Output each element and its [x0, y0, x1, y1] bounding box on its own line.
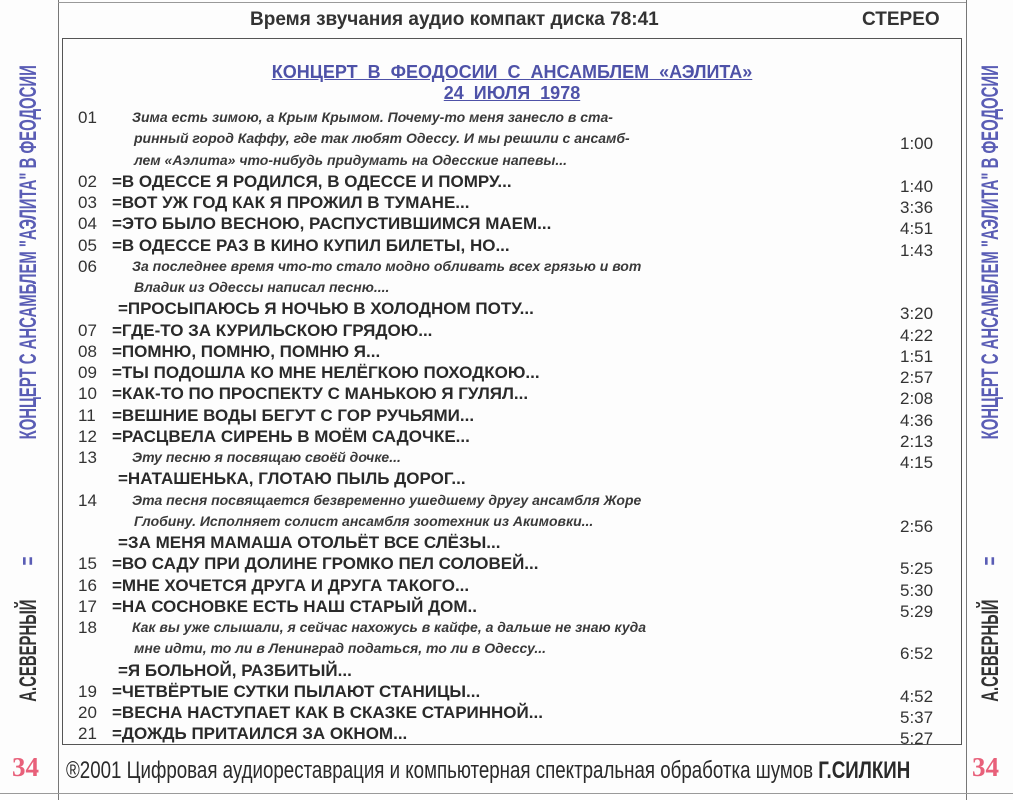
left-spine	[2, 0, 56, 745]
track-duration: 4:36	[900, 410, 934, 430]
track-row	[78, 447, 948, 472]
track-comment: За последнее время что-то стало модно обливать всех грязью и вот	[132, 257, 642, 274]
track-title: =ВОТ УЖ ГОД КАК Я ПРОЖИЛ В ТУМАНЕ...	[112, 193, 470, 212]
bottom-edge	[0, 793, 1013, 794]
track-row	[78, 235, 948, 260]
track-number: 11	[78, 405, 96, 425]
track-title: =НА СОСНОВКЕ ЕСТЬ НАШ СТАРЫЙ ДОМ..	[112, 596, 477, 616]
track-row	[78, 362, 948, 387]
track-number: 14	[78, 490, 97, 510]
track-row	[78, 298, 948, 324]
track-duration: 4:51	[900, 219, 934, 239]
track-duration: 6:52	[900, 644, 934, 664]
track-number: 12	[78, 426, 97, 446]
track-duration: 4:15	[900, 453, 934, 472]
track-duration: 1:43	[900, 240, 934, 260]
track-number: 05	[78, 235, 97, 255]
track-number: 17	[78, 596, 97, 616]
right-spine-fold	[966, 0, 967, 800]
track-row	[78, 277, 948, 298]
track-row	[78, 702, 948, 727]
track-duration: 5:37	[900, 708, 934, 727]
spine-artist: А.СЕВЕРНЫЙ	[15, 599, 42, 702]
track-title: =ЧЕТВЁРТЫЕ СУТКИ ПЫЛАЮТ СТАНИЦЫ...	[112, 681, 481, 701]
track-number: 15	[78, 554, 97, 574]
track-title: =КАК-ТО ПО ПРОСПЕКТУ С МАНЬКОЮ Я ГУЛЯЛ...	[112, 384, 529, 404]
track-duration: 3:20	[900, 304, 934, 324]
track-row	[78, 490, 948, 511]
track-row	[78, 532, 948, 553]
spine-title: КОНЦЕРТ С АНСАМБЛЕМ "АЭЛИТА" В ФЕОДОСИИ	[15, 65, 42, 440]
track-row	[78, 596, 948, 621]
track-row	[78, 575, 948, 600]
track-title: =ВО САДУ ПРИ ДОЛИНЕ ГРОМКО ПЕЛ СОЛОВЕЙ...	[112, 554, 539, 574]
disc-duration: Время звучания аудио компакт диска 78:41	[250, 9, 659, 30]
track-duration: 1:40	[900, 176, 934, 196]
track-number: 01	[78, 108, 97, 127]
track-row	[78, 213, 948, 239]
track-row	[78, 341, 948, 366]
credits-text: ®2001 Цифровая аудиореставрация и компьютерная спектральная обработка шумов	[66, 757, 819, 784]
track-row	[78, 107, 948, 128]
track-number: 21	[78, 724, 97, 744]
track-number: 18	[78, 618, 97, 637]
track-row	[78, 617, 948, 638]
stereo-label: СТЕРЕО	[862, 9, 940, 30]
track-title: =В ОДЕССЕ Я РОДИЛСЯ, В ОДЕССЕ И ПОМРУ...	[112, 171, 512, 191]
track-duration: 5:25	[900, 559, 934, 579]
track-row	[78, 150, 948, 171]
track-duration: 4:52	[900, 686, 934, 706]
track-duration: 2:13	[900, 431, 934, 451]
track-row	[78, 383, 948, 409]
track-row	[78, 511, 948, 536]
track-duration: 5:27	[900, 729, 934, 749]
track-row	[78, 256, 948, 277]
track-row	[78, 660, 948, 681]
track-number: 19	[78, 681, 97, 701]
track-comment: Как вы уже слышали, я сейчас нахожусь в кайфе, а дальше не знаю куда	[132, 619, 647, 635]
tracklist	[78, 107, 948, 749]
track-duration: 1:00	[900, 134, 934, 154]
track-row	[78, 638, 948, 664]
top-edge	[58, 2, 966, 3]
page-number-left: 34	[12, 752, 39, 782]
spine-title: КОНЦЕРТ С АНСАМБЛЕМ "АЭЛИТА" В ФЕОДОСИИ	[977, 65, 1004, 440]
track-row	[78, 426, 948, 451]
track-duration: 5:29	[900, 601, 934, 621]
track-number: 06	[78, 256, 97, 276]
track-number: 10	[78, 384, 97, 404]
left-spine-fold	[58, 0, 59, 800]
track-title: =РАСЦВЕЛА СИРЕНЬ В МОЁМ САДОЧКЕ...	[112, 426, 470, 446]
track-title: =НАТАШЕНЬКА, ГЛОТАЮ ПЫЛЬ ДОРОГ...	[118, 469, 466, 489]
credits-author: Г.СИЛКИН	[818, 757, 911, 784]
track-number: 03	[78, 193, 97, 212]
track-number: 07	[78, 320, 97, 340]
spine-separator: =	[977, 556, 1004, 566]
spine-separator: =	[15, 556, 42, 566]
track-comment: Глобину. Исполняет солист ансамбля зоотехник из Акимовки...	[134, 512, 594, 529]
track-comment: Эта песня посвящается безвременно ушедшему другу ансамбля Жоре	[132, 491, 642, 508]
track-title: =ГДЕ-ТО ЗА КУРИЛЬСКОЮ ГРЯДОЮ...	[112, 320, 433, 340]
track-row	[78, 723, 948, 749]
track-duration: 5:30	[900, 580, 934, 600]
track-comment: Владик из Одессы написал песню....	[134, 279, 390, 295]
track-title: =Я БОЛЬНОЙ, РАЗБИТЫЙ...	[118, 660, 352, 680]
track-title: =ВЕШНИЕ ВОДЫ БЕГУТ С ГОР РУЧЬЯМИ...	[112, 405, 475, 425]
track-row	[78, 405, 948, 430]
track-row	[78, 468, 948, 489]
track-duration: 2:57	[900, 368, 934, 387]
track-comment: лем «Аэлита» что-нибудь придумать на Одесские напевы...	[134, 151, 568, 168]
track-title: =ПРОСЫПАЮСЬ Я НОЧЬЮ В ХОЛОДНОМ ПОТУ...	[118, 299, 534, 319]
track-title: =ЭТО БЫЛО ВЕСНОЮ, РАСПУСТИВШИМСЯ МАЕМ...	[112, 214, 552, 234]
track-title: =МНЕ ХОЧЕТСЯ ДРУГА И ДРУГА ТАКОГО...	[112, 575, 470, 595]
track-title: =ЗА МЕНЯ МАМАША ОТОЛЬЁТ ВСЕ СЛЁЗЫ...	[118, 533, 501, 552]
track-number: 02	[78, 171, 97, 191]
album-date: 24 ИЮЛЯ 1978	[443, 83, 581, 103]
track-comment: Эту песню я посвящаю своёй дочке...	[132, 449, 401, 465]
track-comment: Зима есть зимою, а Крым Крымом. Почему-то меня занесло в ста-	[132, 109, 613, 125]
track-title: =ВЕСНА НАСТУПАЕТ КАК В СКАЗКЕ СТАРИННОЙ...	[112, 703, 543, 722]
spine-artist: А.СЕВЕРНЫЙ	[977, 599, 1004, 702]
track-duration: 3:36	[900, 198, 934, 217]
track-duration: 1:51	[900, 346, 934, 366]
track-title: =ТЫ ПОДОШЛА КО МНЕ НЕЛЁГКОЮ ПОХОДКОЮ...	[112, 363, 540, 382]
track-row	[78, 192, 948, 217]
track-number: 04	[78, 214, 97, 234]
track-number: 09	[78, 363, 97, 382]
track-number: 20	[78, 703, 97, 722]
track-duration: 2:08	[900, 389, 934, 409]
track-number: 16	[78, 575, 97, 595]
track-title: =В ОДЕССЕ РАЗ В КИНО КУПИЛ БИЛЕТЫ, НО...	[112, 235, 510, 255]
track-number: 13	[78, 448, 97, 467]
track-title: =ДОЖДЬ ПРИТАИЛСЯ ЗА ОКНОМ...	[112, 724, 408, 744]
track-row	[78, 553, 948, 579]
album-title: КОНЦЕРТ В ФЕОДОСИИ С АНСАМБЛЕМ «АЭЛИТА»	[271, 62, 753, 82]
track-duration: 4:22	[900, 325, 934, 345]
credits-footer	[66, 757, 910, 785]
track-duration: 2:56	[900, 516, 934, 536]
track-comment: мне идти, то ли в Ленинград податься, то ли в Одессу...	[134, 640, 547, 657]
track-row	[78, 128, 948, 154]
track-row	[78, 171, 948, 196]
right-spine	[968, 0, 1013, 745]
track-number: 08	[78, 341, 97, 361]
track-row	[78, 681, 948, 706]
track-title: =ПОМНЮ, ПОМНЮ, ПОМНЮ Я...	[112, 341, 381, 361]
track-row	[78, 320, 948, 345]
track-comment: ринный город Каффу, где так любят Одессу. И мы решили с ансамб-	[134, 130, 630, 147]
page-number-right: 34	[972, 752, 999, 782]
